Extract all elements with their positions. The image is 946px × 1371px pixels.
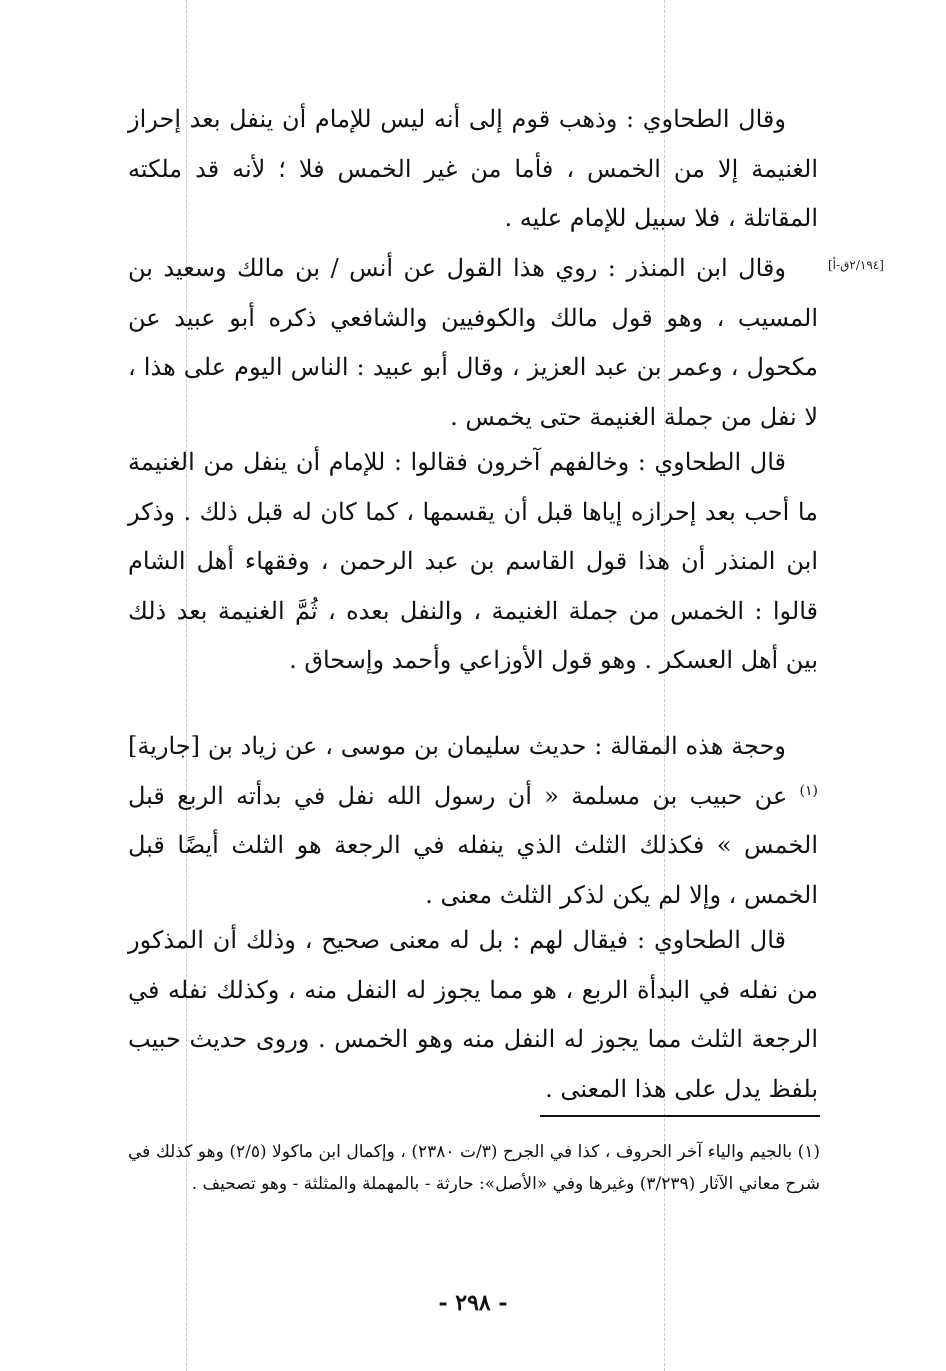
margin-reference: [٢/١٩٤ق-أ] [828,258,884,272]
paragraph-1: وقال الطحاوي : وذهب قوم إلى أنه ليس للإمام أن ينفل بعد إحراز الغنيمة إلا من الخمس ، فأما من غير الخمس فلا ؛ لأنه قد ملكته المقاتلة ، فلا سبيل للإمام عليه . [128,105,818,232]
footnote-1: (١) بالجيم والياء آخر الحروف ، كذا في الجرح (٣/ت ٢٣٨٠) ، وإكمال ابن ماكولا (٢/٥) وهو كذلك في شرح معاني الآثار (٣/٢٣٩) وغيرها وفي «الأصل»: حارثة - بالمهملة والمثلثة - وهو تصحيف . [128,1142,821,1194]
paragraph-4-text-end: عن حبيب بن مسلمة « أن رسول الله نفل في بدأته الربع قبل الخمس » فكذلك الثلث الذي ينفله في الرجعة هو الثلث أيضًا قبل الخمس ، وإلا لم يكن لذكر الثلث معنى . [128,781,818,909]
paragraph-5: قال الطحاوي : فيقال لهم : بل له معنى صحيح ، وذلك أن المذكور من نفله في البدأة الربع ، هو مما يجوز له النفل منه ، وكذلك نفله في الرجعة الثلث مما يجوز له النفل منه وهو الخمس . وروى حديث حبيب بلفظ يدل على هذا المعنى . [128,926,818,1103]
footnote-section [128,1136,820,1200]
page-number: - ٢٩٨ - [438,1290,508,1316]
paragraph-3: قال الطحاوي : وخالفهم آخرون فقالوا : للإمام أن ينفل من الغنيمة ما أحب بعد إحرازه إياها قبل أن يقسمها ، كما كان له قبل ذلك . وذكر ابن المنذر أن هذا قول القاسم بن عبد الرحمن ، وفقهاء أهل الشام قالوا : الخمس من جملة الغنيمة ، والنفل بعده ، ثُمَّ الغنيمة بعد ذلك بين أهل العسكر . وهو قول الأوزاعي وأحمد وإسحاق . [128,448,818,674]
footnote-marker: (١) [799,782,819,799]
paragraph-2: وقال ابن المنذر : روي هذا القول عن أنس / بن مالك وسعيد بن المسيب ، وهو قول مالك والكوفيين والشافعي ذكره أبو عبيد عن مكحول ، وعمر بن عبد العزيز ، وقال أبو عبيد : الناس اليوم على هذا ، لا نفل من جملة الغنيمة حتى يخمس . [128,254,818,431]
footnote-separator [540,1115,820,1117]
paragraph-4 [128,722,818,920]
paragraph-4-text-start: وحجة هذه المقالة : حديث سليمان بن موسى ، عن زياد بن [جارية] [128,732,786,760]
